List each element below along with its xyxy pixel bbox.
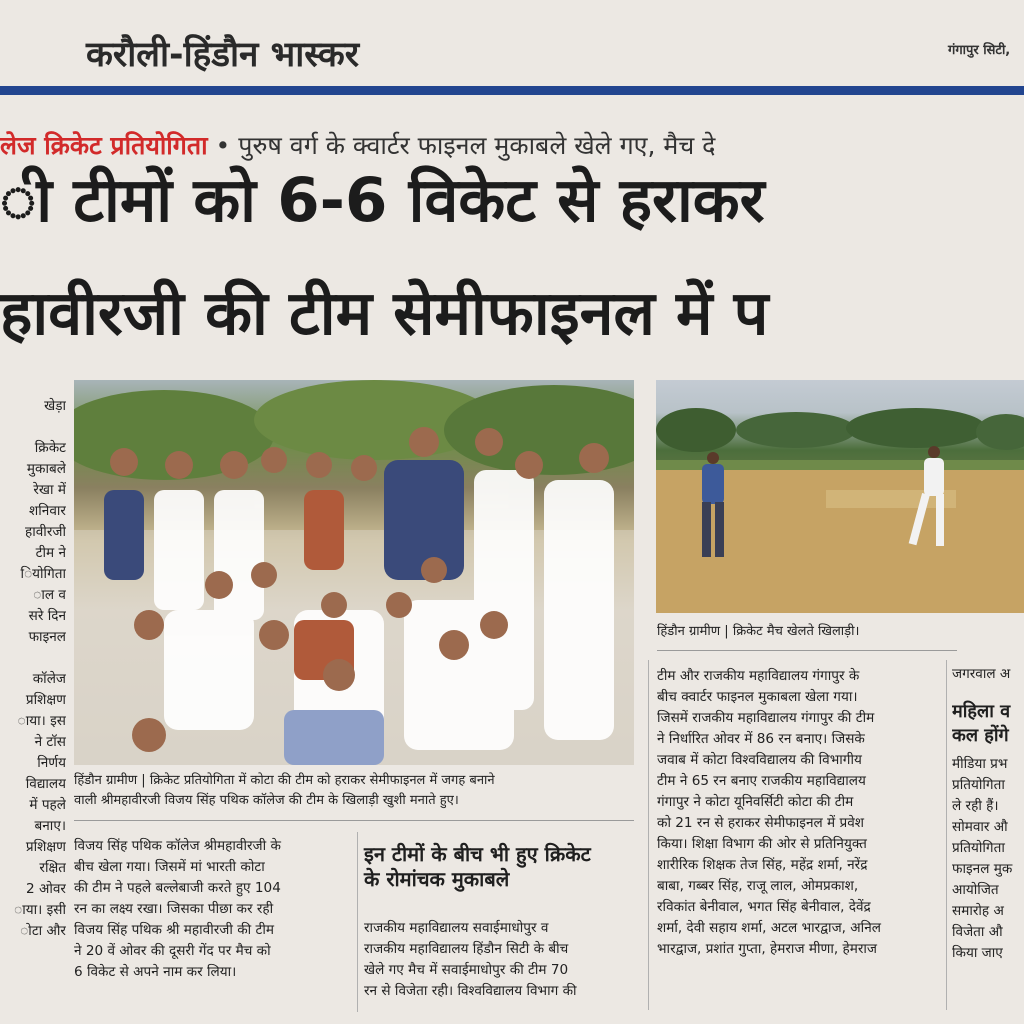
left-column-line: सरे दिन bbox=[28, 608, 66, 624]
column-5-line: आयोजित bbox=[952, 882, 999, 898]
column-4-line: भारद्वाज, प्रशांत गुप्ता, हेमराज मीणा, हेमराज bbox=[657, 941, 878, 957]
left-column-line: ोटा और bbox=[20, 923, 66, 939]
subhead-line: इन टीमों के बीच भी हुए क्रिकेट bbox=[364, 842, 591, 866]
left-column-line: ाया। इस bbox=[17, 713, 66, 729]
column-4-line: टीम ने 65 रन बनाए राजकीय महाविद्यालय bbox=[657, 773, 866, 789]
column-5-line: समारोह अ bbox=[952, 903, 1004, 919]
left-column-line: रक्षित bbox=[39, 860, 66, 876]
left-column bbox=[0, 396, 66, 942]
left-column-line: मुकाबले bbox=[26, 461, 66, 477]
left-column-line: फाइनल bbox=[28, 629, 66, 645]
column-5-top: जगरवाल अ bbox=[952, 666, 1011, 682]
column-divider bbox=[357, 832, 358, 1012]
match-photo-illustration bbox=[656, 380, 1024, 613]
kicker-bullet: • bbox=[215, 131, 231, 160]
column-2-line: विजय सिंह पथिक कॉलेज श्रीमहावीरजी के bbox=[74, 838, 281, 854]
column-2-line: विजय सिंह पथिक श्री महावीरजी की टीम bbox=[74, 922, 274, 938]
caption-divider bbox=[657, 650, 957, 651]
column-4-line: रविकांत बेनीवाल, भगत सिंह बेनीवाल, देवेंद्र bbox=[657, 899, 871, 915]
column-4-line: बीच क्वार्टर फाइनल मुकाबला खेला गया। bbox=[657, 689, 858, 705]
column-5-line: ले रही हैं। bbox=[952, 798, 999, 814]
column-5-line: फाइनल मुक bbox=[952, 861, 1013, 877]
team-photo-caption bbox=[74, 771, 495, 811]
column-3-line: राजकीय महाविद्यालय सवाईमाधोपुर व bbox=[364, 920, 549, 936]
left-column-line: रेखा में bbox=[33, 482, 66, 498]
left-column-line: हावीरजी bbox=[25, 524, 66, 540]
column-4-line: टीम और राजकीय महाविद्यालय गंगापुर के bbox=[657, 668, 860, 684]
column-3-line: खेले गए मैच में सवाईमाधोपुर की टीम 70 bbox=[364, 962, 569, 978]
column-divider bbox=[648, 660, 649, 1010]
left-column-line: क्रिकेट bbox=[34, 440, 66, 456]
left-column-line: ने टॉस bbox=[34, 734, 66, 750]
column-2-line: बीच खेला गया। जिसमें मां भारती कोटा bbox=[74, 859, 265, 875]
column-5-line: विजेता औ bbox=[952, 924, 1003, 940]
masthead: करौली-हिंडौन भास्कर bbox=[86, 35, 360, 75]
column-4-line: शर्मा, देवी सहाय शर्मा, अटल भारद्वाज, अनिल bbox=[657, 920, 881, 936]
caption-line: वाली श्रीमहावीरजी विजय सिंह पथिक कॉलेज की टीम के खिलाड़ी खुशी मनाते हुए। bbox=[74, 793, 459, 808]
left-column-line: शनिवार bbox=[29, 503, 66, 519]
column-divider bbox=[946, 660, 947, 1010]
kicker-text: पुरुष वर्ग के क्वार्टर फाइनल मुकाबले खेले गए, मैच दे bbox=[238, 131, 716, 160]
left-column-line: ाल व bbox=[33, 587, 66, 603]
kicker-label: लेज क्रिकेट प्रतियोगिता bbox=[0, 131, 208, 160]
column-5-line: मीडिया प्रभ bbox=[952, 756, 1008, 772]
column-3-line: रन से विजेता रही। विश्वविद्यालय विभाग की bbox=[364, 983, 577, 999]
left-column-line bbox=[0, 648, 66, 669]
left-column-line: प्रशिक्षण bbox=[25, 692, 66, 708]
headline-line-1: ी टीमों को 6-6 विकेट से हराकर bbox=[0, 165, 765, 236]
headline-line-2: हावीरजी की टीम सेमीफाइनल में प bbox=[0, 278, 769, 349]
left-column-line: निर्णय bbox=[37, 755, 66, 771]
body-column-3 bbox=[364, 918, 646, 1002]
kicker bbox=[0, 128, 715, 162]
column-2-line: रन का लक्ष्य रखा। जिसका पीछा कर रही bbox=[74, 901, 274, 917]
column-5-body bbox=[952, 754, 1024, 964]
caption-divider bbox=[74, 820, 634, 821]
team-photo bbox=[74, 380, 634, 765]
left-column-line: कॉलेज bbox=[32, 671, 66, 687]
column-4-line: को 21 रन से हराकर सेमीफाइनल में प्रवेश bbox=[657, 815, 865, 831]
left-column-line: में पहले bbox=[29, 797, 66, 813]
team-photo-illustration bbox=[74, 380, 634, 765]
body-column-2 bbox=[74, 836, 352, 983]
left-column-line: प्रशिक्षण bbox=[25, 839, 66, 855]
column-4-line: जिसमें राजकीय महाविद्यालय गंगापुर की टीम bbox=[657, 710, 875, 726]
match-photo bbox=[656, 380, 1024, 613]
column-2-line: 6 विकेट से अपने नाम कर लिया। bbox=[74, 964, 237, 980]
left-column-line bbox=[0, 417, 66, 438]
column-4-line: बाबा, गब्बर सिंह, राजू लाल, ओमप्रकाश, bbox=[657, 878, 859, 894]
column-5-line: प्रतियोगिता bbox=[952, 840, 1005, 856]
edition-label: गंगापुर सिटी, bbox=[948, 43, 1011, 58]
column-4-line: ने निर्धारित ओवर में 86 रन बनाए। जिसके bbox=[657, 731, 865, 747]
column-4-line: जवाब में कोटा विश्वविद्यालय की विभागीय bbox=[657, 752, 862, 768]
subhead-line: के रोमांचक मुकाबले bbox=[364, 867, 510, 891]
left-column-line: 2 ओवर bbox=[26, 881, 66, 897]
masthead-rule bbox=[0, 86, 1024, 95]
left-column-line: टीम ने bbox=[35, 545, 66, 561]
left-column-line: ाया। इसी bbox=[14, 902, 66, 918]
column-2-line: की टीम ने पहले बल्लेबाजी करते हुए 104 bbox=[74, 880, 281, 896]
column-4-line: किया। शिक्षा विभाग की ओर से प्रतिनियुक्त bbox=[657, 836, 867, 852]
caption-line: हिंडौन ग्रामीण | क्रिकेट प्रतियोगिता में कोटा की टीम को हराकर सेमीफाइनल में जगह बनाने bbox=[74, 773, 495, 788]
column-5-subhead bbox=[952, 700, 1024, 748]
column-3-line: राजकीय महाविद्यालय हिंडौन सिटी के बीच bbox=[364, 941, 569, 957]
column-4-line: शारीरिक शिक्षक तेज सिंह, महेंद्र शर्मा, नरेंद्र bbox=[657, 857, 868, 873]
left-column-line: ियोगिता bbox=[20, 566, 66, 582]
column-2-line: ने 20 वें ओवर की दूसरी गेंद पर मैच को bbox=[74, 943, 271, 959]
column-4-line: गंगापुर ने कोटा यूनिवर्सिटी कोटा की टीम bbox=[657, 794, 854, 810]
match-photo-caption: हिंडौन ग्रामीण | क्रिकेट मैच खेलते खिलाड़ी। bbox=[657, 624, 860, 639]
left-column-line: विद्यालय bbox=[25, 776, 66, 792]
column-5-line: प्रतियोगिता bbox=[952, 777, 1005, 793]
subhead-line: कल होंगे bbox=[952, 725, 1009, 746]
left-column-line: खेड़ा bbox=[44, 398, 66, 414]
section-subhead bbox=[364, 842, 591, 892]
column-5-line: किया जाए bbox=[952, 945, 1003, 961]
left-column-line: बनाए। bbox=[34, 818, 66, 834]
column-5-line: सोमवार औ bbox=[952, 819, 1008, 835]
subhead-line: महिला व bbox=[952, 701, 1011, 722]
body-column-4 bbox=[657, 666, 945, 960]
